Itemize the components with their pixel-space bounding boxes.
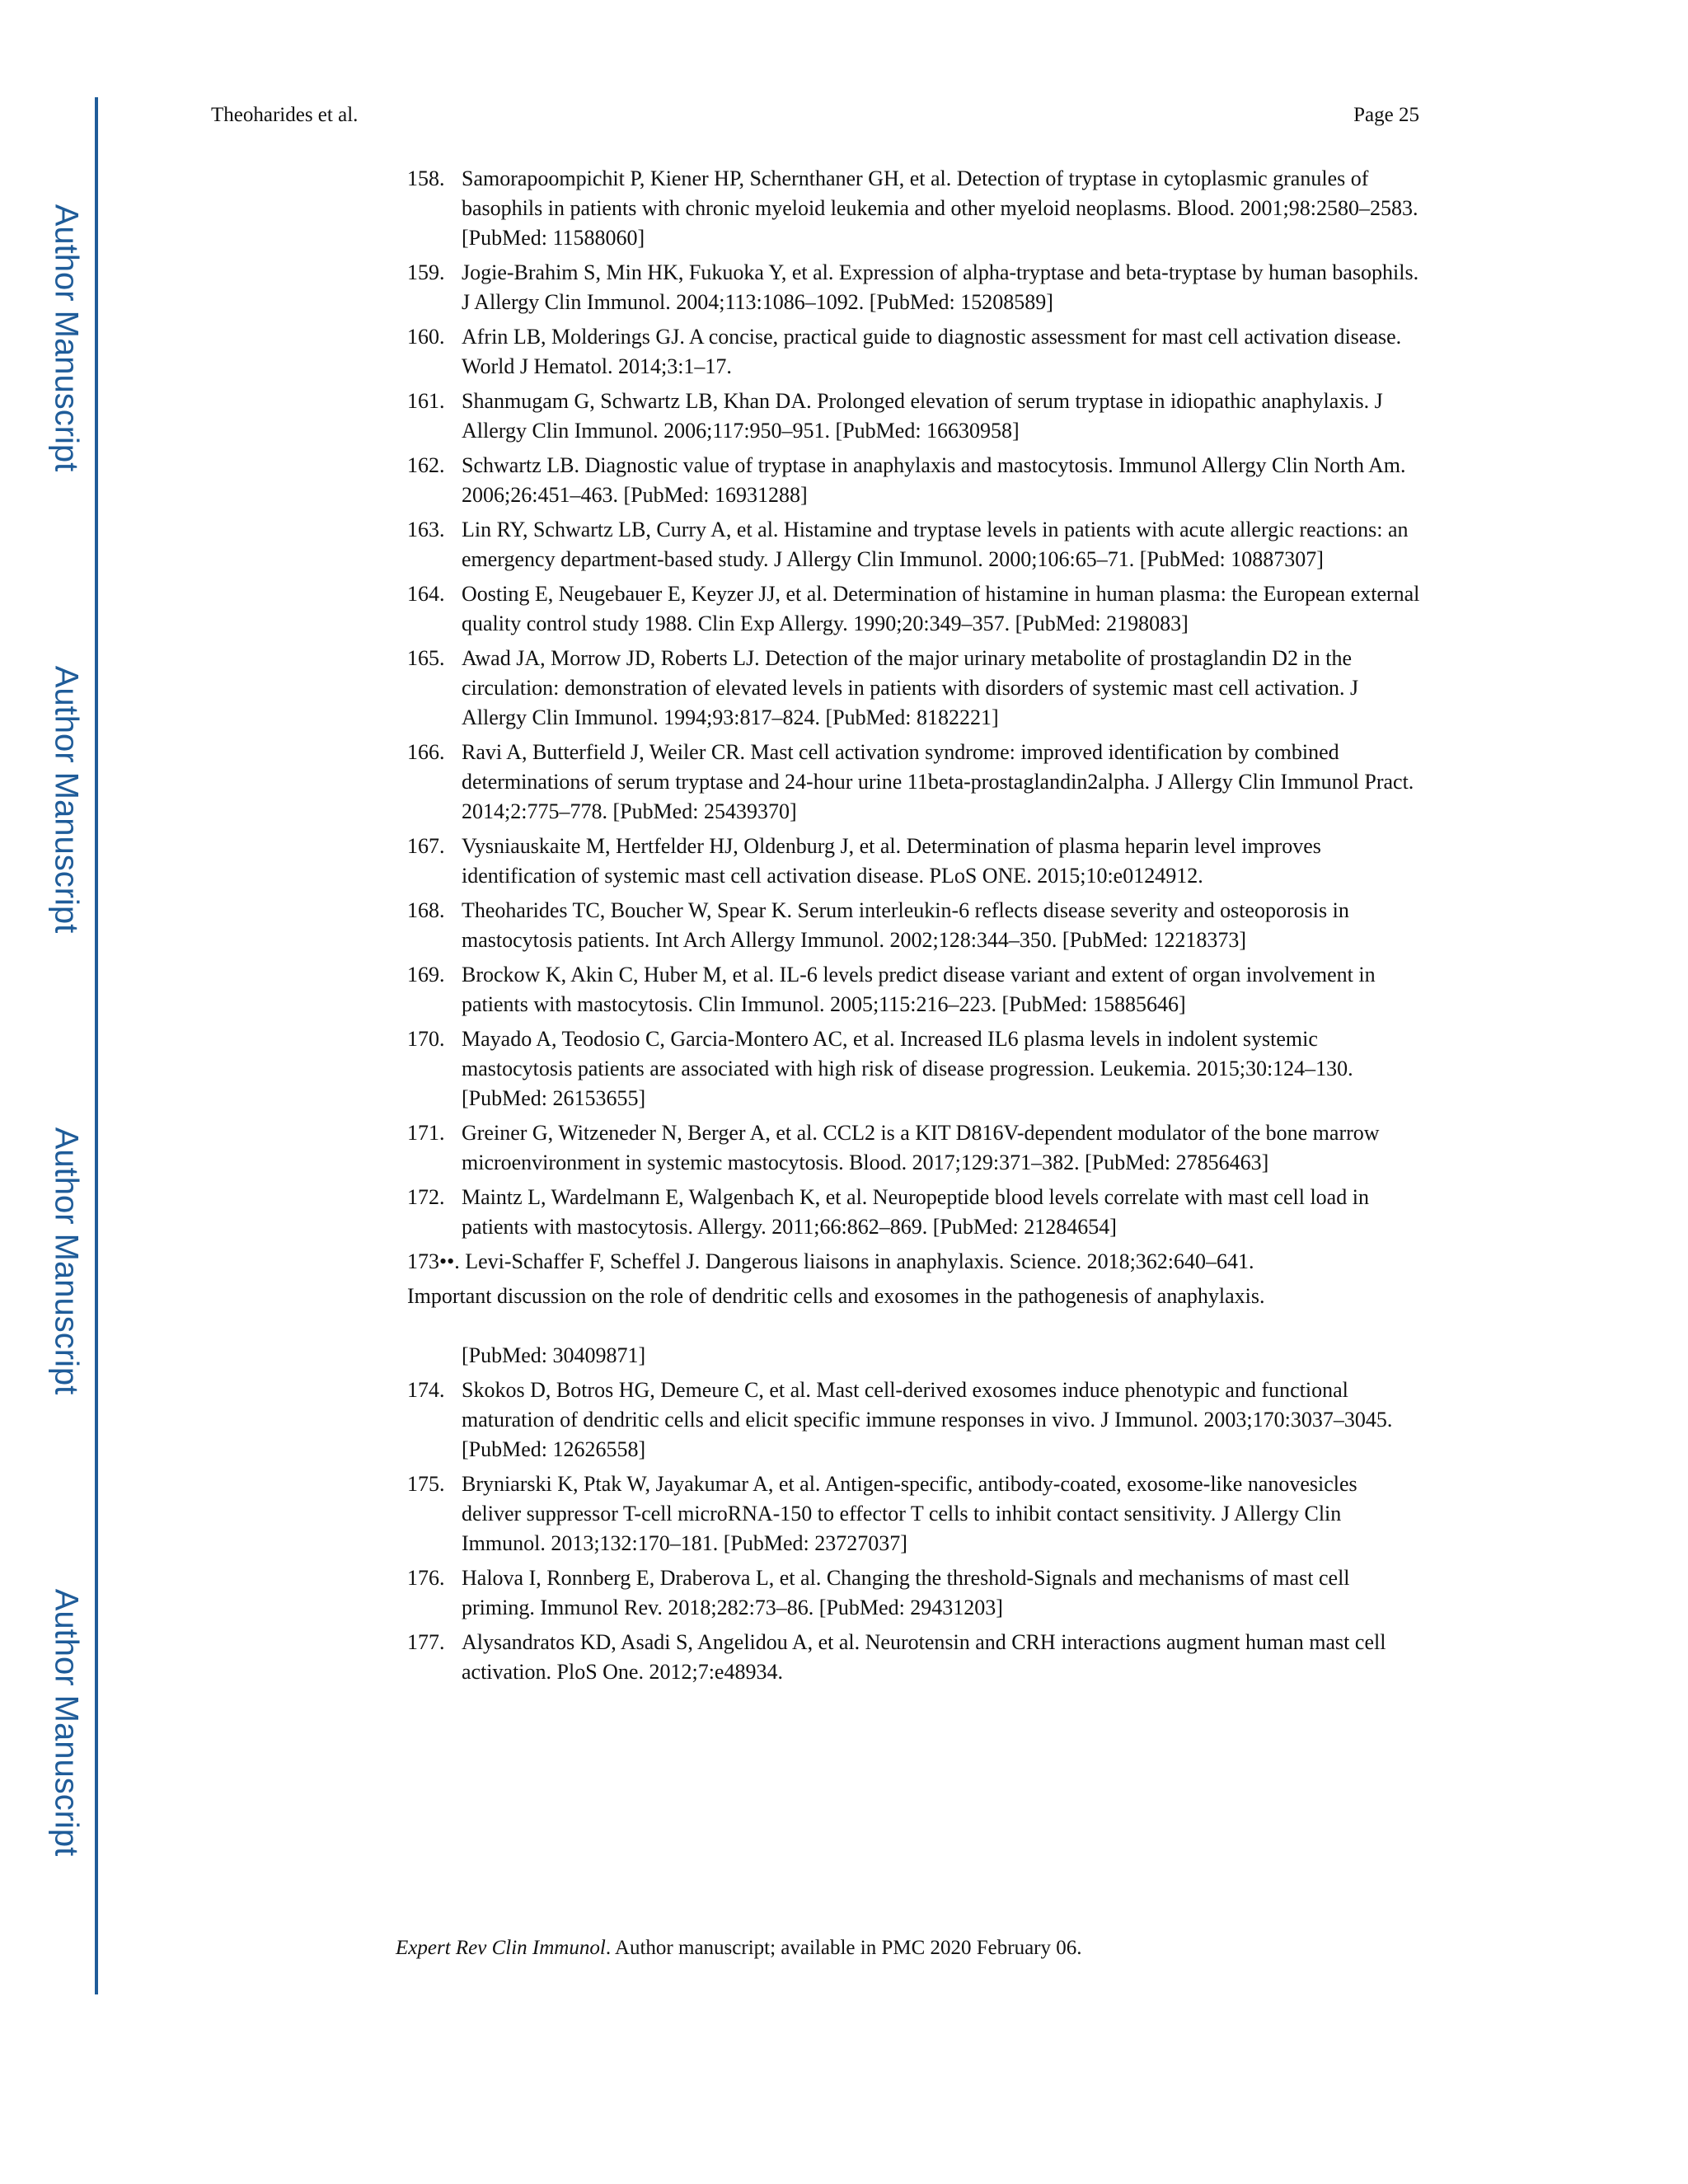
reference-item [407, 1469, 1421, 1558]
reference-pubmed: [PubMed: 30409871] [462, 1343, 646, 1367]
reference-text: Ravi A, Butterfield J, Weiler CR. Mast cell activation syndrome: improved identification by combined determinations of serum tryptase and 24-hour urine 11beta-prostaglandin2alpha. J Allergy Clin Immunol Pract. 2014;2:775–778. [PubMed: 25439370] [462, 740, 1414, 823]
reference-number: 163. [407, 518, 445, 541]
reference-text: Alysandratos KD, Asadi S, Angelidou A, et al. Neurotensin and CRH interactions augment human mast cell activation. PloS One. 2012;7:e48934. [462, 1630, 1386, 1684]
reference-number: 170. [407, 1027, 445, 1051]
reference-item [407, 644, 1421, 733]
reference-number: 161. [407, 389, 445, 413]
reference-number: 169. [407, 963, 445, 987]
reference-text: Awad JA, Morrow JD, Roberts LJ. Detection of the major urinary metabolite of prostaglandin D2 in the circulation: demonstration of elevated levels in patients with disorders of systemic mast cell activation. J Allergy Clin Immunol. 1994;93:817–824. [PubMed: 8182221] [462, 646, 1359, 729]
journal-name: Expert Rev Clin Immunol [396, 1937, 606, 1959]
reference-item [407, 1024, 1421, 1113]
reference-item [407, 1183, 1421, 1242]
reference-text: Skokos D, Botros HG, Demeure C, et al. Mast cell-derived exosomes induce phenotypic and functional maturation of dendritic cells and elicit specific immune responses in vivo. J Immunol. 2003;170:3037–3045. [PubMed: 12626558] [462, 1378, 1393, 1461]
reference-number: 172. [407, 1185, 445, 1209]
page-footer [396, 1937, 1082, 1960]
reference-number: 162. [407, 453, 445, 477]
reference-item-annotated [407, 1247, 1421, 1371]
reference-annotation: Important discussion on the role of dendritic cells and exosomes in the pathogenesis of anaphylaxis. [407, 1284, 1265, 1308]
reference-text: Samorapoompichit P, Kiener HP, Schernthaner GH, et al. Detection of tryptase in cytoplasmic granules of basophils in patients with chronic myeloid leukemia and other myeloid neoplasms. Blood. 2001;98:2580–2583. [PubMed: 11588060] [462, 166, 1418, 250]
reference-text: 173••. Levi-Schaffer F, Scheffel J. Dangerous liaisons in anaphylaxis. Science. 2018;362:640–641. [407, 1249, 1254, 1273]
reference-text: Greiner G, Witzeneder N, Berger A, et al. CCL2 is a KIT D816V-dependent modulator of the bone marrow microenvironment in systemic mastocytosis. Blood. 2017;129:371–382. [PubMed: 27856463] [462, 1121, 1380, 1174]
sidebar-rule [95, 97, 98, 1994]
page-number: Page 25 [1353, 104, 1419, 126]
reference-text: Oosting E, Neugebauer E, Keyzer JJ, et al. Determination of histamine in human plasma: the European external quality control study 1988. Clin Exp Allergy. 1990;20:349–357. [PubMed: 2198083] [462, 582, 1420, 635]
reference-item [407, 451, 1421, 510]
reference-number: 176. [407, 1566, 445, 1590]
reference-number: 177. [407, 1630, 445, 1654]
reference-text: Bryniarski K, Ptak W, Jayakumar A, et al. Antigen-specific, antibody-coated, exosome-like nanovesicles deliver suppressor T-cell microRNA-150 to effector T cells to inhibit contact sensitivity. J Allergy Clin Immunol. 2013;132:170–181. [PubMed: 23727037] [462, 1472, 1357, 1555]
reference-number: 168. [407, 898, 445, 922]
reference-item [407, 579, 1421, 639]
reference-number: 165. [407, 646, 445, 670]
reference-item [407, 738, 1421, 827]
reference-text: Schwartz LB. Diagnostic value of tryptase in anaphylaxis and mastocytosis. Immunol Allergy Clin North Am. 2006;26:451–463. [PubMed: 16931288] [462, 453, 1406, 507]
reference-text: Maintz L, Wardelmann E, Walgenbach K, et al. Neuropeptide blood levels correlate with mast cell load in patients with mastocytosis. Allergy. 2011;66:862–869. [PubMed: 21284654] [462, 1185, 1369, 1239]
reference-number: 160. [407, 325, 445, 349]
reference-item [407, 1376, 1421, 1465]
reference-text: Brockow K, Akin C, Huber M, et al. IL-6 levels predict disease variant and extent of organ involvement in patients with mastocytosis. Clin Immunol. 2005;115:216–223. [PubMed: 15885646] [462, 963, 1376, 1016]
reference-text: Shanmugam G, Schwartz LB, Khan DA. Prolonged elevation of serum tryptase in idiopathic anaphylaxis. J Allergy Clin Immunol. 2006;117:950–951. [PubMed: 16630958] [462, 389, 1383, 443]
author-manuscript-sidebar: Author Manuscript Author Manuscript Author Manuscript Author Manuscript [0, 0, 107, 2184]
reference-text: Lin RY, Schwartz LB, Curry A, et al. Histamine and tryptase levels in patients with acute allergic reactions: an emergency department-based study. J Allergy Clin Immunol. 2000;106:65–71. [PubMed: 10887307] [462, 518, 1409, 571]
reference-number: 158. [407, 166, 445, 190]
reference-text: Halova I, Ronnberg E, Draberova L, et al. Changing the threshold-Signals and mechanisms of mast cell priming. Immunol Rev. 2018;282:73–86. [PubMed: 29431203] [462, 1566, 1350, 1619]
reference-item [407, 960, 1421, 1019]
reference-number: 164. [407, 582, 445, 606]
reference-item [407, 387, 1421, 446]
reference-item [407, 258, 1421, 317]
reference-list [407, 164, 1421, 1692]
reference-number: 166. [407, 740, 445, 764]
running-head-authors: Theoharides et al. [211, 104, 359, 126]
reference-text: Vysniauskaite M, Hertfelder HJ, Oldenburg J, et al. Determination of plasma heparin level improves identification of systemic mast cell activation disease. PLoS ONE. 2015;10:e0124912. [462, 834, 1321, 888]
reference-item [407, 896, 1421, 955]
reference-number: 167. [407, 834, 445, 858]
reference-number: 159. [407, 260, 445, 284]
reference-text: Theoharides TC, Boucher W, Spear K. Serum interleukin-6 reflects disease severity and osteoporosis in mastocytosis patients. Int Arch Allergy Immunol. 2002;128:344–350. [PubMed: 12218373] [462, 898, 1349, 952]
reference-item [407, 515, 1421, 574]
reference-item [407, 1118, 1421, 1178]
reference-text: Mayado A, Teodosio C, Garcia-Montero AC, et al. Increased IL6 plasma levels in indolent systemic mastocytosis patients are associated with high risk of disease progression. Leukemia. 2015;30:124–130. [PubMed: 26153655] [462, 1027, 1353, 1110]
reference-item [407, 1628, 1421, 1687]
reference-number: 175. [407, 1472, 445, 1496]
reference-text: Afrin LB, Molderings GJ. A concise, practical guide to diagnostic assessment for mast cell activation disease. World J Hematol. 2014;3:1–17. [462, 325, 1402, 378]
reference-item [407, 832, 1421, 891]
reference-number: 174. [407, 1378, 445, 1402]
footer-text: . Author manuscript; available in PMC 2020 February 06. [605, 1937, 1082, 1959]
reference-item [407, 1563, 1421, 1623]
reference-item [407, 164, 1421, 253]
reference-item [407, 322, 1421, 382]
reference-text: Jogie-Brahim S, Min HK, Fukuoka Y, et al. Expression of alpha-tryptase and beta-tryptase by human basophils. J Allergy Clin Immunol. 2004;113:1086–1092. [PubMed: 15208589] [462, 260, 1419, 314]
reference-number: 171. [407, 1121, 445, 1145]
